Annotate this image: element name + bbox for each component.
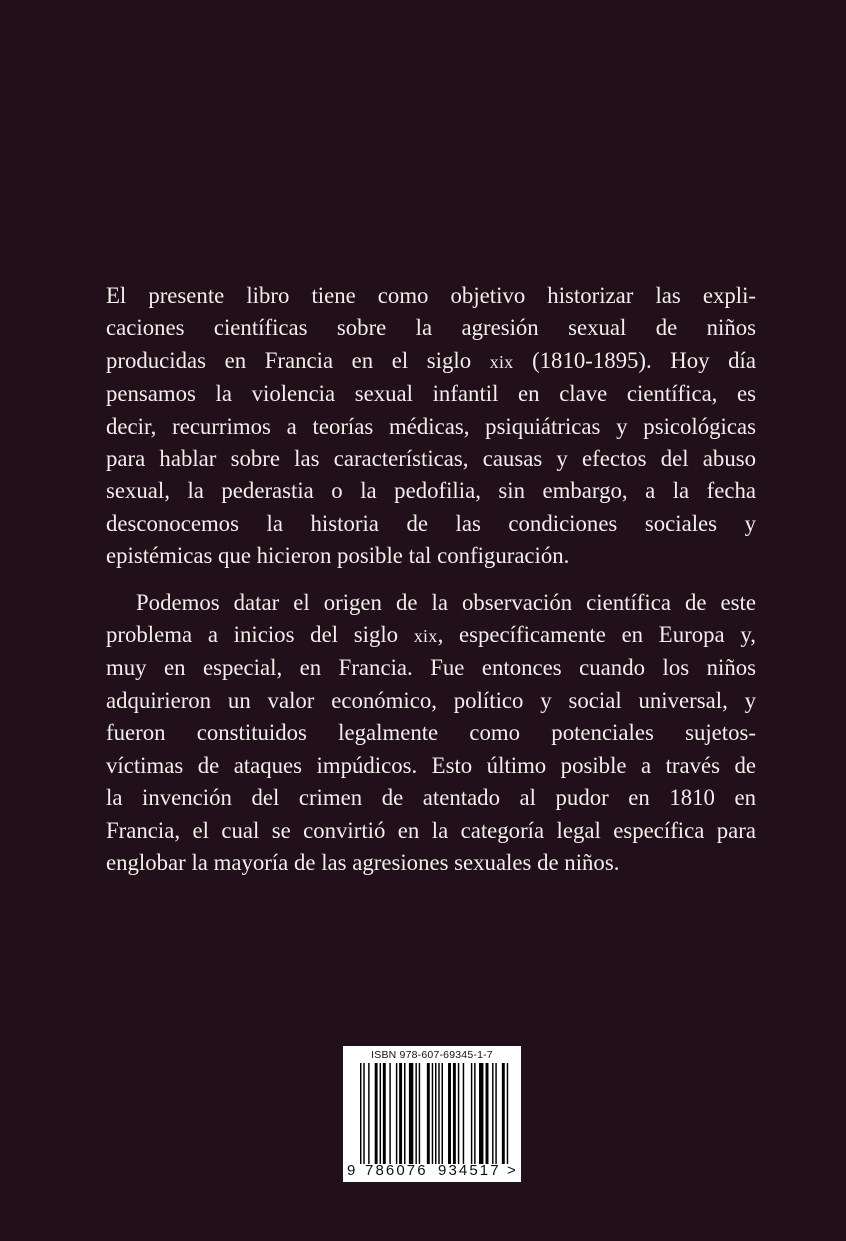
- text-line: desconocemos la historia de las condiciones sociales y: [106, 510, 756, 536]
- text-line: sexual, la pederastia o la pedofilia, sin embargo, a la fecha: [106, 478, 756, 504]
- text-line: caciones científicas sobre la agresión sexual de niños: [106, 315, 756, 341]
- barcode-bar: [474, 1063, 475, 1164]
- barcode-bar: [399, 1063, 402, 1164]
- barcode-bar: [383, 1063, 386, 1164]
- barcode-bar: [380, 1063, 381, 1164]
- barcode-bar: [368, 1063, 369, 1164]
- text-line: la invención del crimen de atentado al pudor en 1810 en: [106, 785, 756, 811]
- barcode-digit-first: 9: [347, 1162, 356, 1179]
- barcode-bar: [427, 1063, 430, 1164]
- barcode-bar: [479, 1063, 483, 1164]
- barcode-bar: [389, 1063, 390, 1164]
- barcode-bar: [492, 1063, 493, 1164]
- back-cover-blurb: [106, 280, 756, 879]
- text-line: para hablar sobre las características, causas y efectos del abuso: [106, 446, 756, 472]
- barcode-bar: [415, 1063, 416, 1164]
- barcode-digits-left: 786076: [365, 1162, 428, 1179]
- text-line: víctimas de ataques impúdicos. Esto último posible a través de: [106, 752, 756, 778]
- barcode-bar: [442, 1063, 443, 1164]
- barcode-bars: [360, 1063, 510, 1164]
- barcode-bar: [438, 1063, 439, 1164]
- isbn-barcode: [343, 1046, 521, 1182]
- barcode-bar: [360, 1063, 361, 1164]
- barcode-bar: [363, 1063, 364, 1164]
- barcode-bar: [486, 1063, 489, 1164]
- barcode-bar: [458, 1063, 459, 1164]
- text-line: producidas en Francia en el siglo xix (1810-1895). Hoy día: [106, 347, 756, 373]
- barcode-digit-end: >: [507, 1162, 516, 1179]
- text-line: Francia, el cual se convirtió en la categoría legal específica para: [106, 817, 756, 843]
- text-line: El presente libro tiene como objetivo historizar las expli-: [106, 283, 756, 308]
- barcode-bar: [448, 1063, 451, 1164]
- text-line: epistémicas que hicieron posible tal configuración.: [106, 543, 570, 569]
- barcode-bar: [507, 1063, 508, 1164]
- text-line: Podemos datar el origen de la observación científica de este: [136, 589, 756, 615]
- text-line: decir, recurrimos a teorías médicas, psiquiátricas y psicológicas: [106, 413, 756, 439]
- barcode-bar: [404, 1063, 405, 1164]
- barcode-bar: [495, 1063, 496, 1164]
- barcode-bar: [463, 1063, 464, 1164]
- barcode-bar: [502, 1063, 505, 1164]
- text-line: pensamos la violencia sexual infantil en clave científica, es: [106, 381, 756, 407]
- text-line: problema a inicios del siglo xix, específicamente en Europa y,: [106, 622, 756, 648]
- barcode-bar: [419, 1063, 420, 1164]
- barcode-bar: [375, 1063, 378, 1164]
- barcode-bar: [435, 1063, 436, 1164]
- blurb-paragraph-2: [106, 587, 756, 880]
- text-line: englobar la mayoría de las agresiones sexuales de niños.: [106, 849, 620, 875]
- blurb-paragraph-1: [106, 280, 756, 573]
- barcode-bar: [409, 1063, 413, 1164]
- isbn-label: ISBN 978-607-69345-1-7: [371, 1049, 493, 1061]
- barcode-digits-right: 934517: [438, 1162, 501, 1179]
- barcode-bar: [432, 1063, 433, 1164]
- text-line: adquirieron un valor económico, político y social universal, y: [106, 687, 756, 713]
- text-line: fueron constituidos legalmente como potenciales sujetos-: [106, 720, 756, 746]
- barcode-bar: [471, 1063, 472, 1164]
- text-line: muy en especial, en Francia. Fue entonces cuando los niños: [106, 655, 756, 681]
- barcode-bar: [453, 1063, 456, 1164]
- barcode-bar: [396, 1063, 397, 1164]
